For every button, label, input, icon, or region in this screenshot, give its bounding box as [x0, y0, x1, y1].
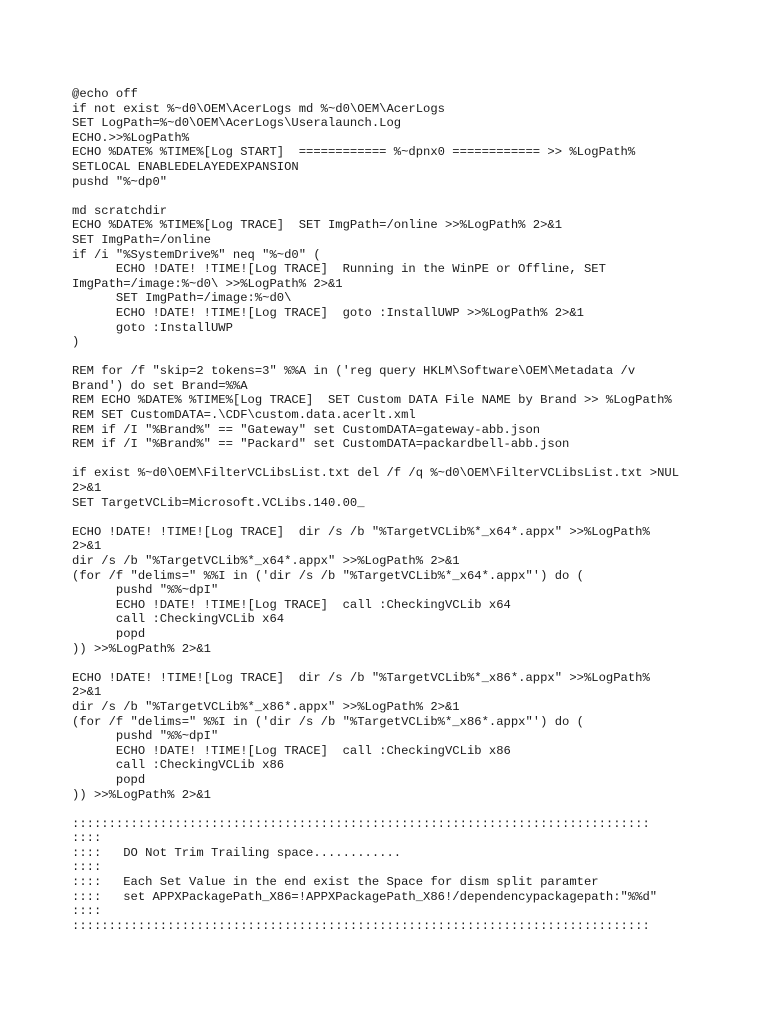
blank-line: [72, 656, 679, 671]
blank-line: [72, 802, 679, 817]
code-line: ImgPath=/image:%~d0\ >>%LogPath% 2>&1: [72, 276, 343, 291]
blank-line: [72, 189, 679, 204]
code-line: SET LogPath=%~d0\OEM\AcerLogs\Useralaunch.Log: [72, 116, 402, 131]
code-line: :::::::::::::::::::::::::::::::::::::::::::::::::::::::::::::::::::::::::::::::: [72, 816, 650, 831]
code-line: call :CheckingVCLib x64: [72, 612, 285, 627]
code-line: :::: Each Set Value in the end exist the Space for dism split paramter: [72, 875, 599, 890]
code-line: goto :InstallUWP: [72, 320, 233, 335]
code-line: ECHO !DATE! !TIME![Log TRACE] Running in the WinPE or Offline, SET: [72, 262, 606, 277]
code-line: ::::: [72, 860, 102, 875]
code-line: 2>&1: [72, 539, 102, 554]
code-line: SET ImgPath=/image:%~d0\: [72, 291, 292, 306]
code-line: call :CheckingVCLib x86: [72, 758, 285, 773]
code-line: REM for /f "skip=2 tokens=3" %%A in ('reg query HKLM\Software\OEM\Metadata /v: [72, 364, 636, 379]
batch-script-text: [72, 87, 679, 933]
code-line: :::: set APPXPackagePath_X86=!APPXPackagePath_X86!/dependencypackagepath:"%%d": [72, 889, 658, 904]
code-line: pushd "%%~dpI": [72, 583, 219, 598]
code-line: ECHO !DATE! !TIME![Log TRACE] dir /s /b "%TargetVCLib%*_x86*.appx" >>%LogPath%: [72, 670, 650, 685]
code-line: )) >>%LogPath% 2>&1: [72, 787, 211, 802]
code-line: popd: [72, 626, 146, 641]
code-line: REM SET CustomDATA=.\CDF\custom.data.acerlt.xml: [72, 408, 416, 423]
code-line: 2>&1: [72, 481, 102, 496]
blank-line: [72, 452, 679, 467]
code-line: if not exist %~d0\OEM\AcerLogs md %~d0\OEM\AcerLogs: [72, 101, 445, 116]
code-line: md scratchdir: [72, 203, 168, 218]
code-line: ECHO %DATE% %TIME%[Log START] ============ %~dpnx0 ============ >> %LogPath%: [72, 145, 636, 160]
code-line: (for /f "delims=" %%I in ('dir /s /b "%TargetVCLib%*_x86*.appx"') do (: [72, 714, 584, 729]
code-line: )) >>%LogPath% 2>&1: [72, 641, 211, 656]
code-line: REM if /I "%Brand%" == "Packard" set CustomDATA=packardbell-abb.json: [72, 437, 570, 452]
code-line: Brand') do set Brand=%%A: [72, 378, 248, 393]
code-line: ECHO !DATE! !TIME![Log TRACE] call :CheckingVCLib x64: [72, 597, 511, 612]
code-line: ): [72, 335, 80, 350]
code-line: ECHO.>>%LogPath%: [72, 130, 190, 145]
code-line: if /i "%SystemDrive%" neq "%~d0" (: [72, 247, 321, 262]
code-line: ECHO !DATE! !TIME![Log TRACE] dir /s /b "%TargetVCLib%*_x64*.appx" >>%LogPath%: [72, 524, 650, 539]
code-line: REM if /I "%Brand%" == "Gateway" set CustomDATA=gateway-abb.json: [72, 422, 541, 437]
code-line: SETLOCAL ENABLEDELAYEDEXPANSION: [72, 159, 299, 174]
code-line: if exist %~d0\OEM\FilterVCLibsList.txt del /f /q %~d0\OEM\FilterVCLibsList.txt >NUL: [72, 466, 680, 481]
code-line: SET ImgPath=/online: [72, 232, 211, 247]
code-line: (for /f "delims=" %%I in ('dir /s /b "%TargetVCLib%*_x64*.appx"') do (: [72, 568, 584, 583]
code-line: pushd "%%~dpI": [72, 729, 219, 744]
code-line: :::::::::::::::::::::::::::::::::::::::::::::::::::::::::::::::::::::::::::::::: [72, 918, 650, 933]
code-line: SET TargetVCLib=Microsoft.VCLibs.140.00_: [72, 495, 365, 510]
code-line: ECHO !DATE! !TIME![Log TRACE] call :CheckingVCLib x86: [72, 743, 511, 758]
code-line: REM ECHO %DATE% %TIME%[Log TRACE] SET Custom DATA File NAME by Brand >> %LogPath%: [72, 393, 672, 408]
code-line: ECHO !DATE! !TIME![Log TRACE] goto :InstallUWP >>%LogPath% 2>&1: [72, 305, 584, 320]
code-line: popd: [72, 772, 146, 787]
blank-line: [72, 510, 679, 525]
code-line: ECHO %DATE% %TIME%[Log TRACE] SET ImgPath=/online >>%LogPath% 2>&1: [72, 218, 563, 233]
code-line: ::::: [72, 831, 102, 846]
code-line: dir /s /b "%TargetVCLib%*_x64*.appx" >>%LogPath% 2>&1: [72, 554, 460, 568]
code-line: :::: DO Not Trim Trailing space............: [72, 845, 402, 860]
code-line: ::::: [72, 904, 102, 919]
blank-line: [72, 350, 679, 365]
code-line: @echo off: [72, 87, 138, 101]
code-line: 2>&1: [72, 685, 102, 700]
code-line: dir /s /b "%TargetVCLib%*_x86*.appx" >>%LogPath% 2>&1: [72, 699, 460, 714]
code-line: pushd "%~dp0": [72, 174, 168, 189]
